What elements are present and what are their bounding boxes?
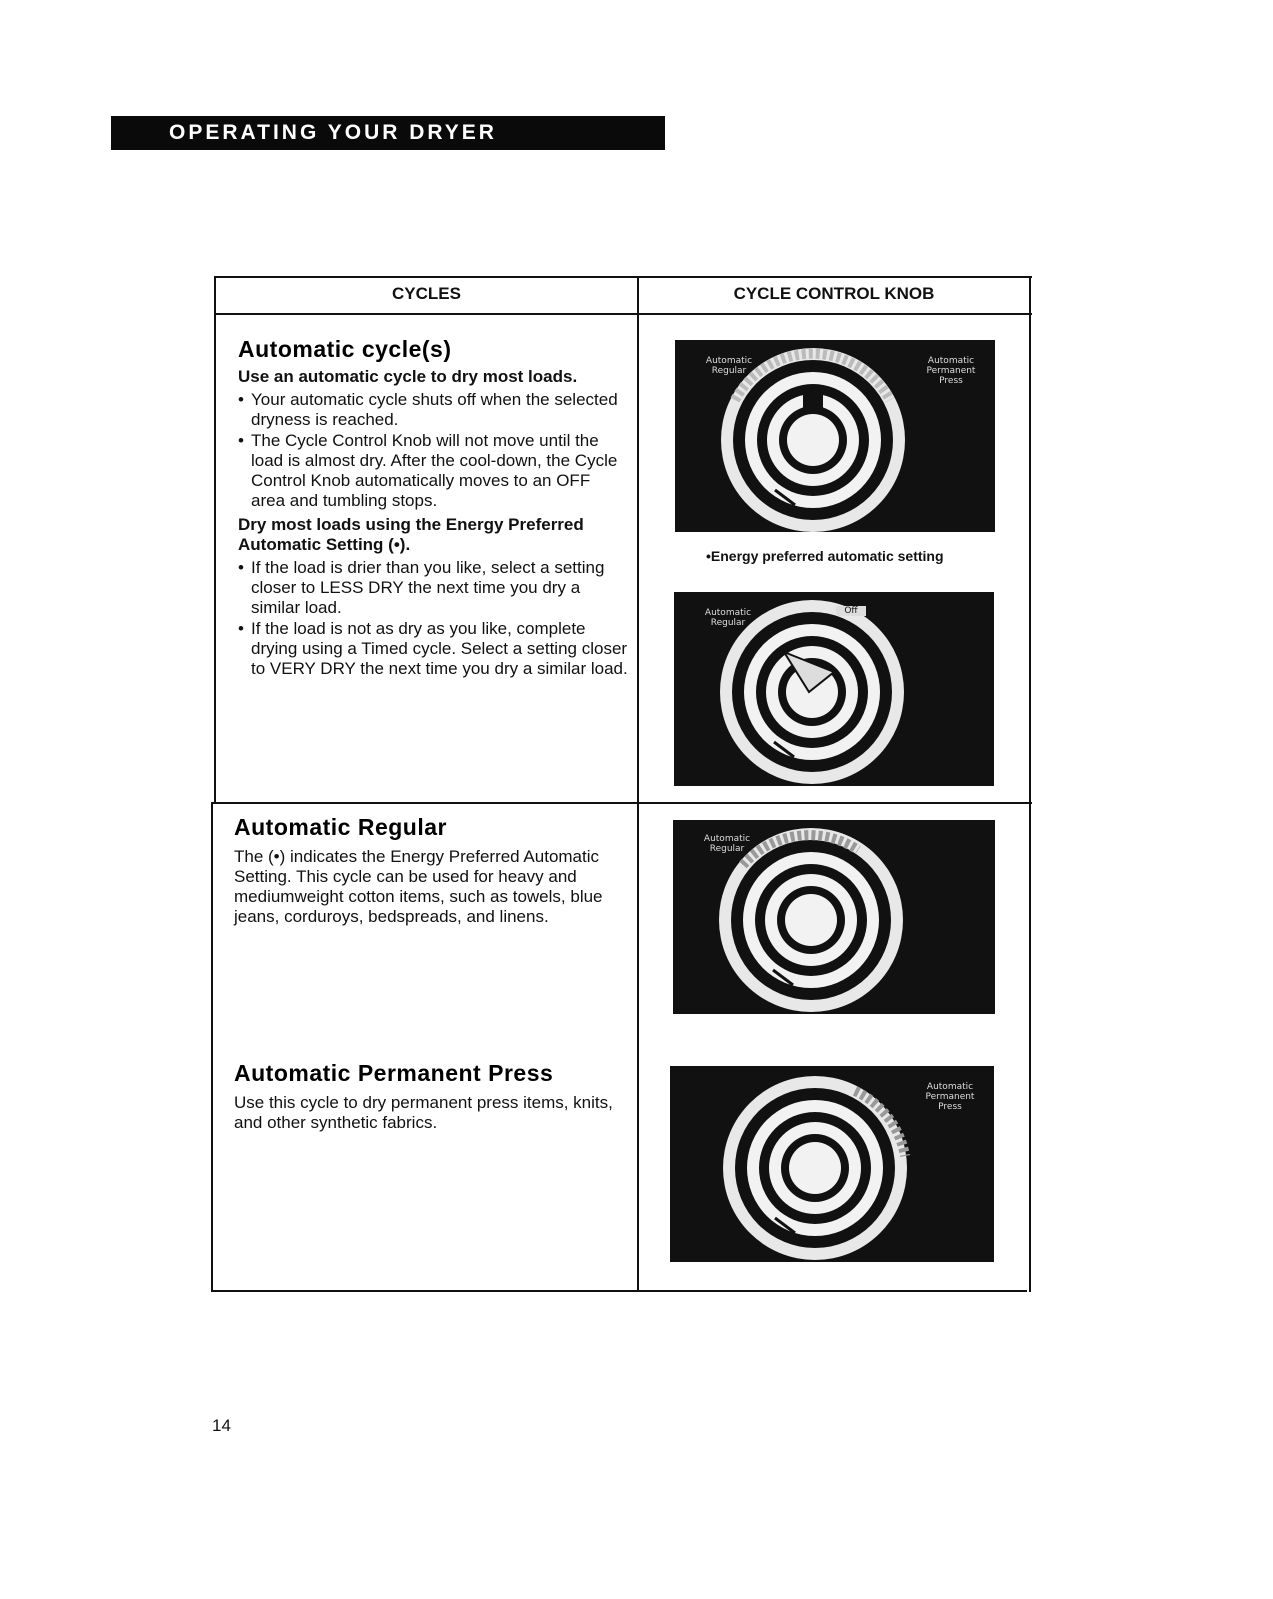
section-automatic-cycles [238,336,628,683]
table-border-right [1029,276,1031,1292]
table-row-divider [213,802,1032,804]
list-item: • The Cycle Control Knob will not move until the load is almost dry. After the cool-down, the Cycle Control Knob automatically moves to an OFF area and tumbling stops. [238,431,628,511]
knob-image-permanent [670,1066,994,1262]
section-automatic-regular [234,814,624,927]
table-border-left-lower [211,802,213,1292]
section-header: OPERATING YOUR DRYER [111,116,665,150]
column-header-knob: CYCLE CONTROL KNOB [733,284,935,303]
section-title: Automatic cycle(s) [238,336,452,362]
section-body: Use this cycle to dry permanent press items, knits, and other synthetic fabrics. [234,1093,613,1132]
table-column-divider [637,276,639,1292]
knob-caption: •Energy preferred automatic setting [706,548,944,564]
list-item: • If the load is drier than you like, select a setting closer to LESS DRY the next time you dry a similar load. [238,558,628,618]
section-body: The (•) indicates the Energy Preferred Automatic Setting. This cycle can be used for heavy and mediumweight cotton items, such as towels, blue jeans, corduroys, bedspreads, and linens. [234,847,603,926]
bullet-list [238,390,628,511]
knob-label-permanent: Automatic Permanent Press [925,1082,975,1112]
knob-image-off [674,592,994,786]
page-number: 14 [212,1416,231,1435]
list-item: • Your automatic cycle shuts off when the selected dryness is reached. [238,390,628,430]
section-subtitle-energy: Dry most loads using the Energy Preferred Automatic Setting (•). [238,515,584,554]
bullet-list [238,558,628,679]
section-title: Automatic Regular [234,814,447,840]
knob-label-off: Off [836,606,866,616]
table-header-divider [216,313,1032,315]
knob-label-permanent: Automatic Permanent Press [926,356,976,386]
column-header-cycles: CYCLES [392,284,461,303]
section-title: Automatic Permanent Press [234,1060,554,1086]
knob-label-regular: Automatic Regular [705,356,753,376]
knob-label-regular: Automatic Regular [703,834,751,854]
list-item: • If the load is not as dry as you like, complete drying using a Timed cycle. Select a setting closer to VERY DRY the next time you dry a similar load. [238,619,628,679]
table-border-left [214,276,216,804]
section-subtitle: Use an automatic cycle to dry most loads. [238,367,578,386]
knob-image-both [675,340,995,532]
knob-image-regular [673,820,995,1014]
section-automatic-permanent-press [234,1060,624,1133]
knob-label-regular: Automatic Regular [704,608,752,628]
table-border-bottom [211,1290,1027,1292]
table-border-top [216,276,1032,278]
